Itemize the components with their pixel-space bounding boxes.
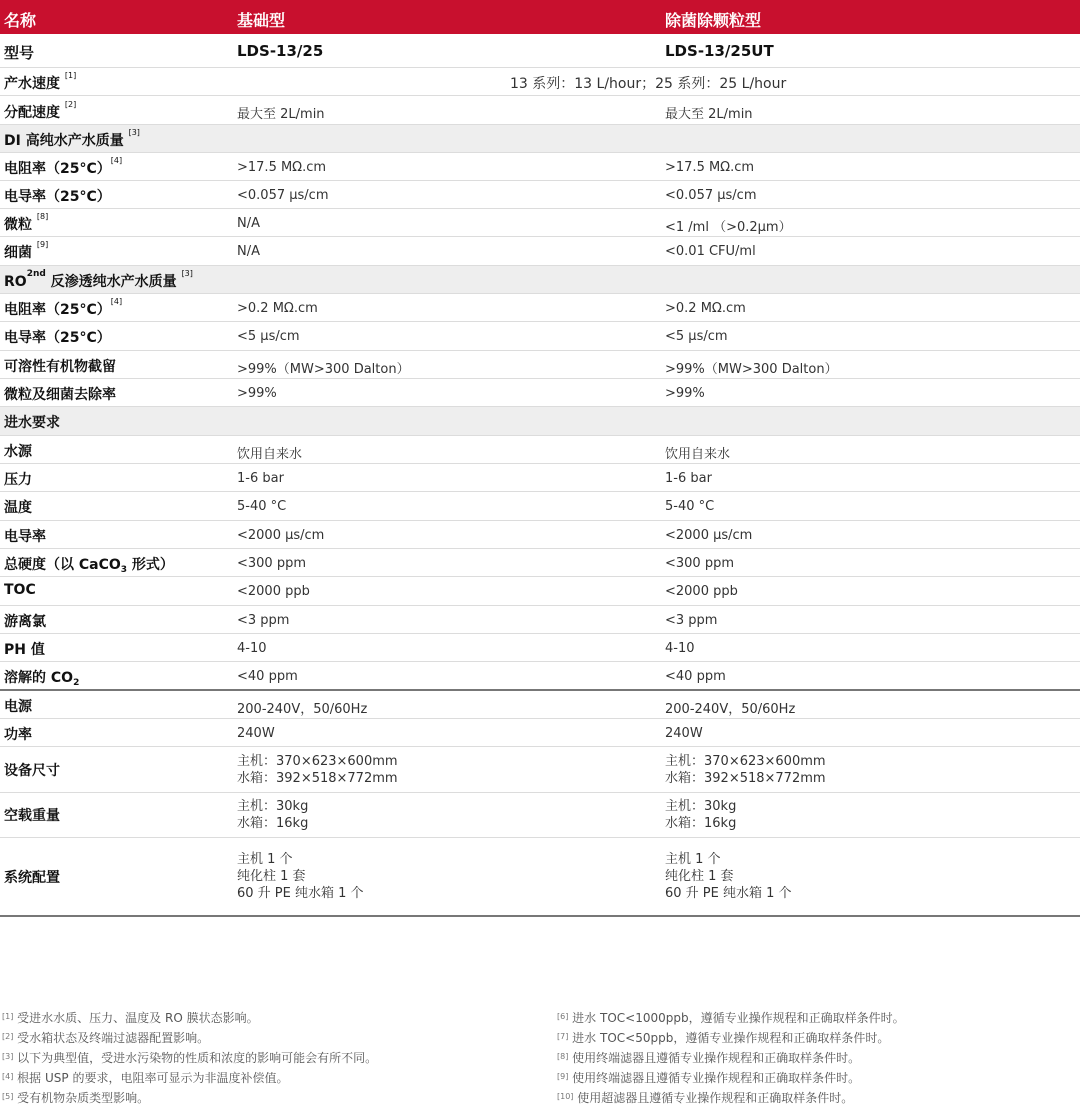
feed-temperature-label: 温度 <box>4 500 32 516</box>
ro-removal-ut: >99% <box>665 386 705 401</box>
di-conductivity-label: 电导率（25°C） <box>4 189 111 205</box>
di-resistivity-label: 电阻率（25°C）[4] <box>4 156 123 177</box>
di-resistivity-ut: >17.5 MΩ.cm <box>665 160 755 175</box>
header-basic: 基础型 <box>237 11 286 30</box>
model-basic: LDS-13/25 <box>237 42 324 60</box>
power-ut: 200-240V，50/60Hz <box>665 702 796 717</box>
footnote: [2] 受水箱状态及终端过滤器配置影响。 <box>2 1031 210 1045</box>
ro-organics-basic: >99%（MW>300 Dalton） <box>237 362 410 377</box>
feed-pressure-ut: 1-6 bar <box>665 471 712 486</box>
flow-label: 产水速度 [1] <box>4 71 77 92</box>
header-name: 名称 <box>4 11 37 30</box>
footnotes-right <box>557 1008 905 1108</box>
ro-conductivity-ut: <5 µs/cm <box>665 329 728 344</box>
flow-ref: [1] <box>64 71 77 80</box>
row-feed-co2 <box>0 662 1080 691</box>
dispense-ut: 最大至 2L/min <box>665 107 753 122</box>
row-feed-toc <box>0 577 1080 606</box>
feed-pressure-basic: 1-6 bar <box>237 471 284 486</box>
di-conductivity-ut: <0.057 µs/cm <box>665 188 757 203</box>
di-particles-basic: N/A <box>237 216 260 231</box>
ro-conductivity-basic: <5 µs/cm <box>237 329 300 344</box>
table-header <box>0 0 1080 34</box>
weight-label: 空载重量 <box>4 808 60 824</box>
feed-temperature-ut: 5-40 °C <box>665 499 715 514</box>
ro-resistivity-label: 电阻率（25°C）[4] <box>4 297 123 318</box>
row-feed-conductivity <box>0 521 1080 549</box>
row-wattage <box>0 719 1080 747</box>
ro-resistivity-basic: >0.2 MΩ.cm <box>237 301 318 316</box>
footnote: [1] 受进水水质、压力、温度及 RO 膜状态影响。 <box>2 1011 259 1025</box>
footnote: [6] 进水 TOC<1000ppb，遵循专业操作规程和正确取样条件时。 <box>557 1011 905 1025</box>
feed-temperature-basic: 5-40 °C <box>237 499 287 514</box>
di-title: DI 高纯水产水质量 [3] <box>4 128 140 149</box>
row-feed-source <box>0 436 1080 464</box>
section-di <box>0 125 1080 153</box>
wattage-ut: 240W <box>665 726 703 741</box>
row-feed-chlorine <box>0 606 1080 634</box>
header-ut: 除菌除颗粒型 <box>665 11 762 30</box>
row-config <box>0 838 1080 917</box>
config-label: 系统配置 <box>4 870 60 886</box>
row-power <box>0 691 1080 719</box>
ro-title: $RO^{2nd}$ 反渗透纯水产水质量 [3] <box>4 269 193 290</box>
row-ro-organics <box>0 351 1080 379</box>
dispense-basic: 最大至 2L/min <box>237 107 325 122</box>
feed-conductivity-basic: <2000 µs/cm <box>237 528 325 543</box>
feed-co2-ut: <40 ppm <box>665 669 726 684</box>
footnote: [9] 使用终端滤器且遵循专业操作规程和正确取样条件时。 <box>557 1071 861 1085</box>
section-feed <box>0 407 1080 436</box>
footnote: [7] 进水 TOC<50ppb，遵循专业操作规程和正确取样条件时。 <box>557 1031 890 1045</box>
ro-removal-label: 微粒及细菌去除率 <box>4 387 116 403</box>
feed-conductivity-ut: <2000 µs/cm <box>665 528 753 543</box>
di-particles-ref: [8] <box>36 212 49 221</box>
feed-toc-label: TOC <box>4 582 36 598</box>
config-basic: 主机 1 个 纯化柱 1 套 60 升 PE 纯水箱 1 个 <box>237 852 364 901</box>
di-particles-label: 微粒 [8] <box>4 212 49 233</box>
feed-source-basic: 饮用自来水 <box>237 447 303 462</box>
row-di-bacteria <box>0 237 1080 266</box>
feed-source-ut: 饮用自来水 <box>665 447 731 462</box>
di-conductivity-basic: <0.057 µs/cm <box>237 188 329 203</box>
flow-value: 13 系列：13 L/hour；25 系列：25 L/hour <box>510 76 787 92</box>
di-resistivity-basic: >17.5 MΩ.cm <box>237 160 327 175</box>
row-ro-removal <box>0 379 1080 407</box>
wattage-basic: 240W <box>237 726 275 741</box>
feed-source-label: 水源 <box>4 444 32 460</box>
ro-resistivity-ut: >0.2 MΩ.cm <box>665 301 746 316</box>
feed-co2-label: 溶解的 $CO_2$ <box>4 670 80 688</box>
row-weight <box>0 793 1080 838</box>
row-ro-resistivity <box>0 294 1080 322</box>
feed-ph-ut: 4-10 <box>665 641 695 656</box>
row-feed-hardness <box>0 549 1080 577</box>
dimensions-basic: 主机：370×623×600mm 水箱：392×518×772mm <box>237 754 398 786</box>
ro-ref: [3] <box>181 269 193 278</box>
model-label: 型号 <box>4 44 35 62</box>
feed-ph-basic: 4-10 <box>237 641 267 656</box>
ro-organics-label: 可溶性有机物截留 <box>4 359 116 375</box>
row-feed-ph <box>0 634 1080 662</box>
row-model <box>0 34 1080 68</box>
feed-chlorine-basic: <3 ppm <box>237 613 290 628</box>
row-feed-pressure <box>0 464 1080 492</box>
di-bacteria-ut: <0.01 CFU/ml <box>665 244 756 259</box>
power-basic: 200-240V，50/60Hz <box>237 702 368 717</box>
footnote: [4] 根据 USP 的要求，电阻率可显示为非温度补偿值。 <box>2 1071 289 1085</box>
di-bacteria-basic: N/A <box>237 244 260 259</box>
footnote: [8] 使用终端滤器且遵循专业操作规程和正确取样条件时。 <box>557 1051 861 1065</box>
power-label: 电源 <box>4 699 32 715</box>
di-particles-ut: <1 /ml （>0.2µm） <box>665 220 792 235</box>
ro-conductivity-label: 电导率（25°C） <box>4 330 111 346</box>
dimensions-label: 设备尺寸 <box>4 763 60 779</box>
row-di-resistivity <box>0 153 1080 181</box>
dimensions-ut: 主机：370×623×600mm 水箱：392×518×772mm <box>665 754 826 786</box>
dispense-label: 分配速度 [2] <box>4 100 77 121</box>
footnote: [5] 受有机物杂质类型影响。 <box>2 1091 150 1105</box>
dispense-ref: [2] <box>64 100 77 109</box>
feed-co2-basic: <40 ppm <box>237 669 298 684</box>
wattage-label: 功率 <box>4 727 32 743</box>
row-di-conductivity <box>0 181 1080 209</box>
feed-ph-label: PH 值 <box>4 642 45 658</box>
di-ref: [3] <box>128 128 140 137</box>
ro-removal-basic: >99% <box>237 386 277 401</box>
feed-chlorine-label: 游离氯 <box>4 614 46 630</box>
ro-organics-ut: >99%（MW>300 Dalton） <box>665 362 838 377</box>
feed-hardness-label: 总硬度（以 CaCO$_3$ 形式） <box>4 557 174 575</box>
section-ro <box>0 266 1080 294</box>
feed-chlorine-ut: <3 ppm <box>665 613 718 628</box>
footnote: [3] 以下为典型值，受进水污染物的性质和浓度的影响可能会有所不同。 <box>2 1051 378 1065</box>
row-flow <box>0 68 1080 96</box>
feed-hardness-basic: <300 ppm <box>237 556 307 571</box>
weight-basic: 主机：30kg 水箱：16kg <box>237 799 309 831</box>
row-dimensions <box>0 747 1080 793</box>
weight-ut: 主机：30kg 水箱：16kg <box>665 799 737 831</box>
feed-hardness-ut: <300 ppm <box>665 556 735 571</box>
feed-toc-basic: <2000 ppb <box>237 584 310 599</box>
ro-resistivity-ref: [4] <box>110 297 123 306</box>
config-ut: 主机 1 个 纯化柱 1 套 60 升 PE 纯水箱 1 个 <box>665 852 792 901</box>
row-feed-temperature <box>0 492 1080 521</box>
feed-pressure-label: 压力 <box>4 472 32 488</box>
row-di-particles <box>0 209 1080 237</box>
di-bacteria-label: 细菌 [9] <box>4 240 49 261</box>
row-dispense <box>0 96 1080 125</box>
row-ro-conductivity <box>0 322 1080 351</box>
model-ut: LDS-13/25UT <box>665 42 774 60</box>
feed-toc-ut: <2000 ppb <box>665 584 738 599</box>
footnote: [10] 使用超滤器且遵循专业操作规程和正确取样条件时。 <box>557 1091 854 1105</box>
feed-conductivity-label: 电导率 <box>4 529 46 545</box>
footnotes-left <box>2 1008 377 1108</box>
di-resistivity-ref: [4] <box>110 156 123 165</box>
feed-title: 进水要求 <box>4 415 60 431</box>
di-bacteria-ref: [9] <box>36 240 49 249</box>
